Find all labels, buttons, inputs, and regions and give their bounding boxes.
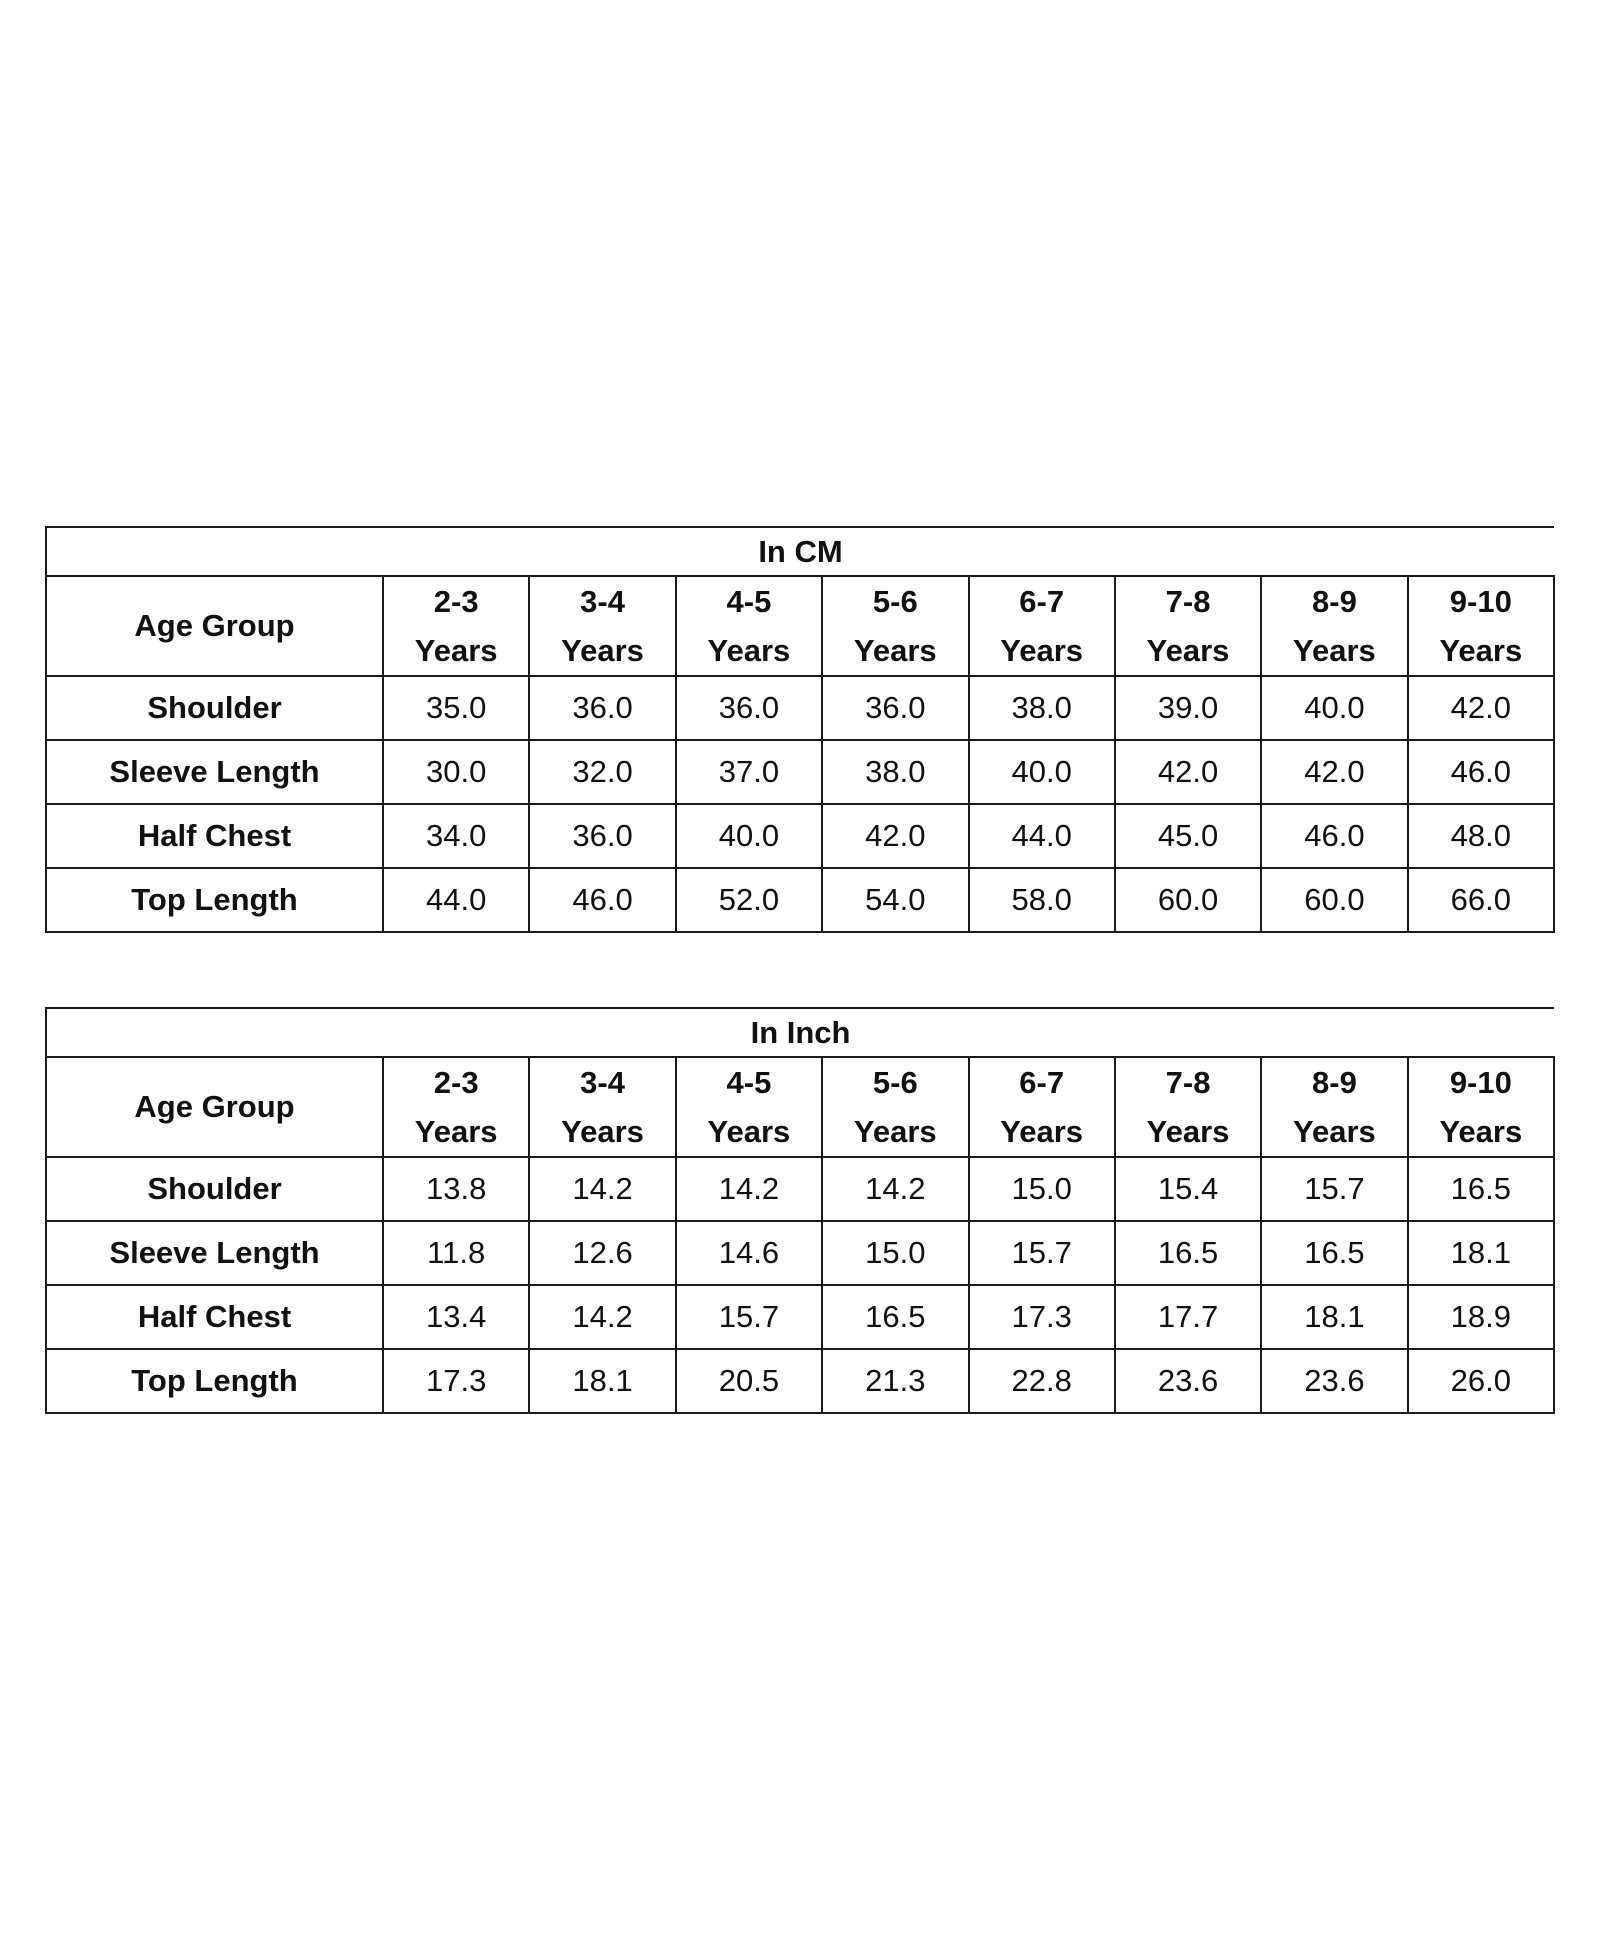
age-column-header	[1115, 576, 1261, 676]
age-range-text: 9-10	[1449, 584, 1512, 619]
measurement-value: 45.0	[1115, 804, 1261, 868]
age-range-text: 8-9	[1312, 1065, 1357, 1100]
measurement-value: 42.0	[1408, 676, 1554, 740]
measurement-value: 15.7	[1261, 1157, 1407, 1221]
measurement-value: 60.0	[1261, 868, 1407, 932]
measurement-label: Half Chest	[46, 1285, 383, 1349]
measurement-value: 44.0	[969, 804, 1115, 868]
age-unit-text: Years	[1439, 633, 1523, 668]
measurement-label: Sleeve Length	[46, 740, 383, 804]
measurement-value: 38.0	[969, 676, 1115, 740]
measurement-label: Top Length	[46, 1349, 383, 1413]
measurement-value: 42.0	[1115, 740, 1261, 804]
measurement-value: 14.2	[529, 1157, 675, 1221]
measurement-value: 38.0	[822, 740, 968, 804]
age-column-header	[1115, 1057, 1261, 1157]
table-row	[46, 1221, 1554, 1285]
measurement-label: Shoulder	[46, 676, 383, 740]
age-unit-text: Years	[1146, 1114, 1230, 1149]
measurement-value: 20.5	[676, 1349, 822, 1413]
table-row	[46, 676, 1554, 740]
measurement-label: Sleeve Length	[46, 1221, 383, 1285]
size-table-cm	[45, 526, 1555, 933]
measurement-value: 36.0	[529, 676, 675, 740]
measurement-value: 34.0	[383, 804, 529, 868]
age-unit-text: Years	[1000, 1114, 1084, 1149]
measurement-value: 15.0	[969, 1157, 1115, 1221]
size-table-inch	[45, 1007, 1555, 1414]
measurement-value: 16.5	[822, 1285, 968, 1349]
measurement-value: 18.1	[529, 1349, 675, 1413]
measurement-value: 15.7	[969, 1221, 1115, 1285]
table-title-row	[46, 527, 1554, 576]
measurement-label: Half Chest	[46, 804, 383, 868]
age-group-header: Age Group	[46, 576, 383, 676]
table-row	[46, 740, 1554, 804]
age-column-header	[822, 1057, 968, 1157]
measurement-value: 13.4	[383, 1285, 529, 1349]
measurement-value: 35.0	[383, 676, 529, 740]
age-column-header	[529, 576, 675, 676]
age-range-text: 4-5	[726, 584, 772, 619]
table-title: In Inch	[46, 1008, 1554, 1057]
measurement-value: 13.8	[383, 1157, 529, 1221]
table-title: In CM	[46, 527, 1554, 576]
measurement-value: 30.0	[383, 740, 529, 804]
measurement-value: 58.0	[969, 868, 1115, 932]
age-range-text: 5-6	[872, 584, 918, 619]
age-column-header	[383, 1057, 529, 1157]
age-range-text: 6-7	[1019, 1065, 1065, 1100]
measurement-value: 42.0	[822, 804, 968, 868]
measurement-value: 23.6	[1115, 1349, 1261, 1413]
measurement-value: 18.1	[1408, 1221, 1554, 1285]
age-column-header	[822, 576, 968, 676]
measurement-value: 15.4	[1115, 1157, 1261, 1221]
measurement-value: 46.0	[1261, 804, 1407, 868]
measurement-value: 60.0	[1115, 868, 1261, 932]
age-range-text: 8-9	[1312, 584, 1357, 619]
age-unit-text: Years	[707, 1114, 791, 1149]
measurement-value: 14.2	[676, 1157, 822, 1221]
measurement-value: 52.0	[676, 868, 822, 932]
measurement-value: 32.0	[529, 740, 675, 804]
measurement-value: 22.8	[969, 1349, 1115, 1413]
measurement-value: 46.0	[1408, 740, 1554, 804]
age-range-text: 2-3	[433, 584, 479, 619]
age-column-header	[969, 1057, 1115, 1157]
table-row	[46, 804, 1554, 868]
age-unit-text: Years	[853, 633, 937, 668]
measurement-value: 36.0	[822, 676, 968, 740]
measurement-label: Shoulder	[46, 1157, 383, 1221]
measurement-value: 14.2	[822, 1157, 968, 1221]
age-column-header	[1408, 1057, 1554, 1157]
age-unit-text: Years	[561, 1114, 644, 1149]
age-range-text: 6-7	[1019, 584, 1065, 619]
age-range-text: 5-6	[872, 1065, 918, 1100]
measurement-value: 12.6	[529, 1221, 675, 1285]
table-row	[46, 1157, 1554, 1221]
age-range-text: 7-8	[1165, 1065, 1211, 1100]
measurement-value: 17.3	[383, 1349, 529, 1413]
measurement-value: 40.0	[969, 740, 1115, 804]
header-row	[46, 576, 1554, 676]
measurement-value: 40.0	[1261, 676, 1407, 740]
measurement-value: 14.6	[676, 1221, 822, 1285]
age-unit-text: Years	[707, 633, 791, 668]
age-unit-text: Years	[1293, 633, 1376, 668]
measurement-value: 26.0	[1408, 1349, 1554, 1413]
age-unit-text: Years	[1000, 633, 1084, 668]
measurement-value: 15.7	[676, 1285, 822, 1349]
measurement-value: 44.0	[383, 868, 529, 932]
measurement-value: 46.0	[529, 868, 675, 932]
age-unit-text: Years	[1146, 633, 1230, 668]
measurement-value: 16.5	[1115, 1221, 1261, 1285]
table-row	[46, 868, 1554, 932]
age-column-header	[676, 1057, 822, 1157]
measurement-value: 36.0	[676, 676, 822, 740]
age-unit-text: Years	[561, 633, 644, 668]
age-column-header	[1408, 576, 1554, 676]
measurement-value: 17.7	[1115, 1285, 1261, 1349]
header-row	[46, 1057, 1554, 1157]
age-range-text: 3-4	[580, 1065, 625, 1100]
age-unit-text: Years	[1293, 1114, 1376, 1149]
age-column-header	[676, 576, 822, 676]
measurement-value: 36.0	[529, 804, 675, 868]
measurement-value: 21.3	[822, 1349, 968, 1413]
age-column-header	[969, 576, 1115, 676]
measurement-value: 23.6	[1261, 1349, 1407, 1413]
table-title-row	[46, 1008, 1554, 1057]
measurement-label: Top Length	[46, 868, 383, 932]
measurement-value: 54.0	[822, 868, 968, 932]
measurement-value: 15.0	[822, 1221, 968, 1285]
age-unit-text: Years	[1439, 1114, 1523, 1149]
age-column-header	[529, 1057, 675, 1157]
measurement-value: 39.0	[1115, 676, 1261, 740]
table-row	[46, 1349, 1554, 1413]
age-column-header	[383, 576, 529, 676]
measurement-value: 48.0	[1408, 804, 1554, 868]
measurement-value: 16.5	[1408, 1157, 1554, 1221]
age-unit-text: Years	[414, 1114, 498, 1149]
measurement-value: 18.1	[1261, 1285, 1407, 1349]
measurement-value: 42.0	[1261, 740, 1407, 804]
age-group-header: Age Group	[46, 1057, 383, 1157]
table-row	[46, 1285, 1554, 1349]
measurement-value: 17.3	[969, 1285, 1115, 1349]
age-range-text: 3-4	[580, 584, 625, 619]
measurement-value: 18.9	[1408, 1285, 1554, 1349]
age-range-text: 9-10	[1449, 1065, 1512, 1100]
age-unit-text: Years	[414, 633, 498, 668]
age-column-header	[1261, 1057, 1407, 1157]
age-unit-text: Years	[853, 1114, 937, 1149]
age-range-text: 7-8	[1165, 584, 1211, 619]
measurement-value: 37.0	[676, 740, 822, 804]
age-column-header	[1261, 576, 1407, 676]
measurement-value: 14.2	[529, 1285, 675, 1349]
measurement-value: 40.0	[676, 804, 822, 868]
measurement-value: 16.5	[1261, 1221, 1407, 1285]
measurement-value: 66.0	[1408, 868, 1554, 932]
age-range-text: 4-5	[726, 1065, 772, 1100]
age-range-text: 2-3	[433, 1065, 479, 1100]
measurement-value: 11.8	[383, 1221, 529, 1285]
